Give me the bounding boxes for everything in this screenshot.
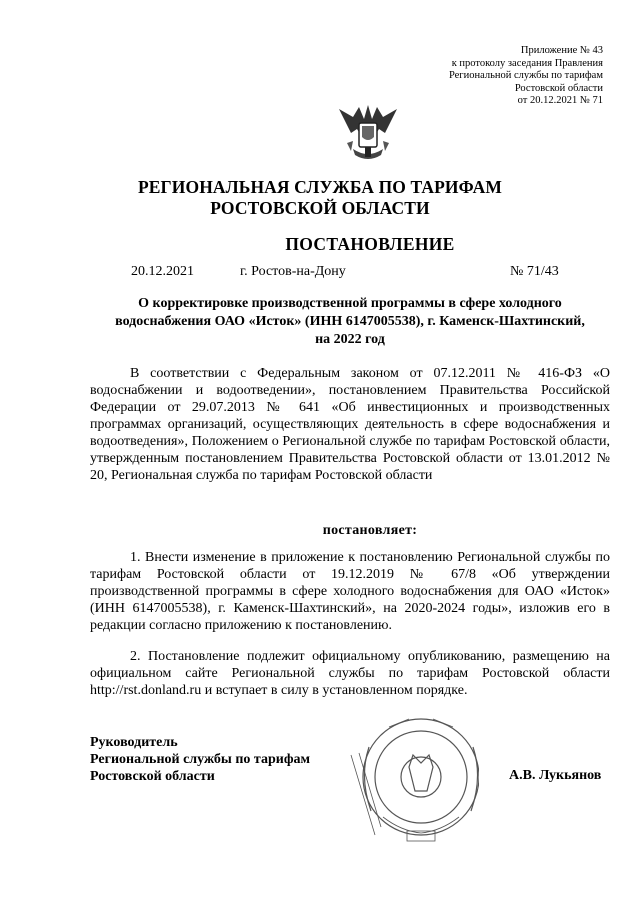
official-seal-stamp <box>349 707 479 847</box>
appendix-line: Приложение № 43 <box>520 45 603 56</box>
organization-title <box>0 177 640 219</box>
resolution-item-1: 1. Внести изменение в приложение к постановлению Региональной службы по тарифам Ростовской области от 19.12.2019 № 67/8 «Об утверждении производственной программы в сфере холодного водоснабжения для ОАО «Исток» (ИНН 6147005538), г. Каменск-Шахтинский», на 2020-2024 годы», изложив его в редакции согласно приложению к постановлению. <box>90 550 610 633</box>
resolves-heading: постановляет: <box>322 523 418 538</box>
intro-paragraph: В соответствии с Федеральным законом от 07.12.2011 № 416-ФЗ «О водоснабжении и водоотведении», постановлением Правительства Российской Федерации от 29.07.2013 № 641 «Об инвестиционных и производственных программах организаций, осуществляющих деятельность в сфере водоснабжения и водоотведения», Положением о Региональной службе по тарифам Ростовской области, утвержденным постановлением Правительства Ростовской области от 13.01.2012 № 20, Региональная служба по тарифам Ростовской области <box>90 366 610 483</box>
appendix-line: Региональной службы по тарифам <box>448 70 603 81</box>
document-date: 20.12.2021 <box>131 264 194 279</box>
appendix-line: к протоколу заседания Правления <box>451 57 603 69</box>
signatory-name: А.В. Лукьянов <box>509 768 602 783</box>
subject-line-1: О корректировке производственной программы в сфере холодного <box>138 296 562 311</box>
document-city: г. Ростов-на-Дону <box>240 264 346 279</box>
coat-of-arms-emblem <box>337 103 399 163</box>
appendix-line: от 20.12.2021 № 71 <box>517 95 603 106</box>
resolution-item-2: 2. Постановление подлежит официальному опубликованию, размещению на официальном сайте Региональной службы по тарифам Ростовской области http://rst.donland.ru и вступает в силу в установленном порядке. <box>90 649 610 698</box>
signatory-line-2: Региональной службы по тарифам <box>90 752 311 767</box>
document-subject <box>90 295 610 349</box>
signatory-line-1: Руководитель <box>90 735 178 750</box>
signatory-line-3: Ростовской области <box>90 769 215 784</box>
signatory-title <box>90 734 310 785</box>
appendix-line: Ростовской области <box>514 82 603 94</box>
appendix-note <box>449 45 603 108</box>
org-title-line-1: РЕГИОНАЛЬНАЯ СЛУЖБА ПО ТАРИФАМ <box>137 177 502 197</box>
subject-line-3: на 2022 год <box>315 332 385 347</box>
document-type-heading: ПОСТАНОВЛЕНИЕ <box>285 234 455 254</box>
document-number: № 71/43 <box>510 264 559 279</box>
subject-line-2: водоснабжения ОАО «Исток» (ИНН 6147005538), г. Каменск-Шахтинский, <box>115 314 585 329</box>
org-title-line-2: РОСТОВСКОЙ ОБЛАСТИ <box>210 198 430 218</box>
